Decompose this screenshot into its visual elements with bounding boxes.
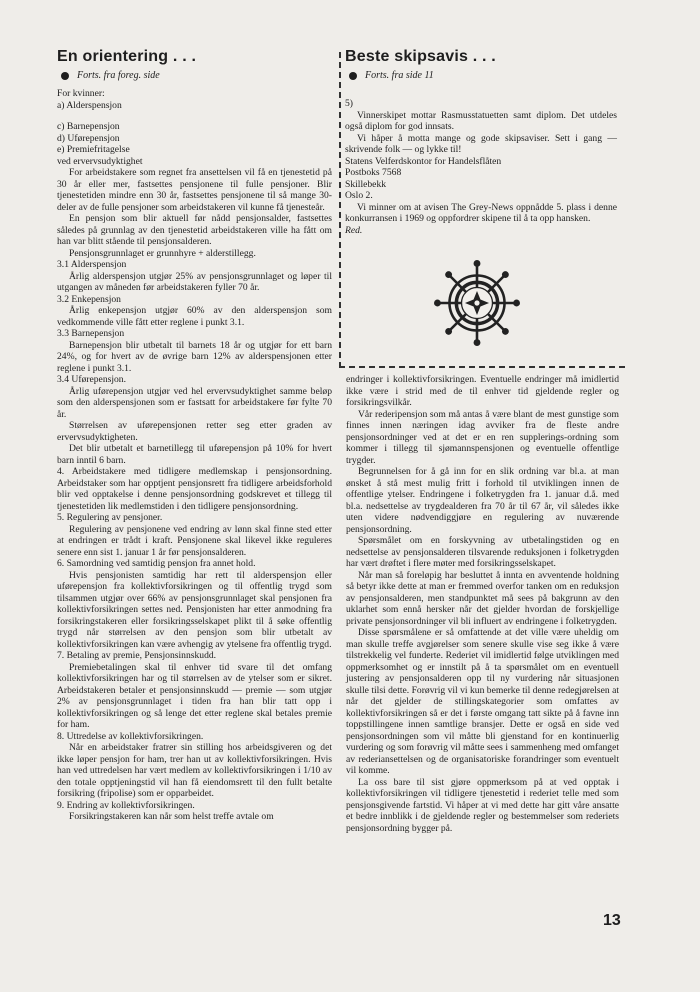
continued-note [349, 70, 617, 82]
dashed-border-vertical [339, 52, 341, 368]
paragraph: Det blir utbetalt et barnetillegg til uførepensjon på 10% for hvert barn inntil 6 barn. [57, 443, 332, 466]
bullet-dot-icon [61, 72, 69, 80]
ship-wheel-icon [434, 260, 520, 346]
paragraph: Spørsmålet om en forskyvning av utbetalingstiden og en nedsettelse av pensjonsalderen tilsvarende reduksjonen i folketrygden har vært drøftet i flere møter med forsikringsselskapet. [346, 535, 619, 569]
paragraph: 6. Samordning ved samtidig pensjon fra annet hold. [57, 558, 256, 570]
paragraph: ved ervervsudyktighet [57, 155, 143, 167]
bullet-dot-icon [349, 72, 357, 80]
left-body [57, 167, 332, 823]
continued-label: Forts. fra side 11 [365, 70, 434, 82]
editor-signature: Red. [345, 224, 363, 236]
paragraph: Årlig alderspensjon utgjør 25% av pensjonsgrunnlaget og løper til utgangen av måneden før arbeidstakeren fyller 70 år. [57, 270, 332, 294]
right-top-body [345, 98, 617, 225]
paragraph: Årlig uførepensjon utgjør ved hel ervervsudyktighet samme beløp som den alderspensjonen som er fastsatt for arbeidstakere før fylte 70 år. [57, 385, 332, 420]
women-list [57, 88, 332, 111]
paragraph: Forsikringstakeren kan når som helst treffe avtale om [69, 811, 274, 823]
paragraph: 7. Betaling av premie, Pensjonsinnskudd. [57, 650, 217, 662]
page-number: 13 [603, 912, 621, 929]
paragraph: 4. Arbeidstakere med tidligere medlemskap i pensjonsordning. Arbeidstaker som har opptjent pensjonsrett fra tidligere arbeidsforhold blir ved opptakelse i denne pensjonsordning godskrevet et tillegg til tjenestetiden lik medlemstiden i den tidligere pensjonsordning. [57, 466, 332, 512]
paragraph: La oss bare til sist gjøre oppmerksom på at ved opptak i kollektivforsikringen vil tidligere tjenestetid i rederiet telle med som pensjonsgivende fartstid. Vi håper at vi med dette har gitt våre ansatte et bedre innblikk i de gjeldende regler og bestemmelser som rederiets pensjonsordning bygger på. [346, 776, 619, 834]
right-article-box [345, 47, 617, 236]
paragraph: Oslo 2. [345, 190, 373, 202]
dashed-border-horizontal [339, 366, 625, 368]
paragraph: 8. Uttredelse av kollektivforsikringen. [57, 730, 204, 742]
paragraph: d) Uførepensjon [57, 132, 120, 144]
paragraph: 3.4 Uførepensjon. [57, 374, 127, 386]
article-title-orientering: En orientering . . . [57, 48, 197, 65]
right-bottom-body [346, 374, 619, 834]
continued-note [61, 70, 332, 82]
paragraph: Årlig enkepensjon utgjør 60% av den alderspensjon som vedkommende ville fått etter reglene i punkt 3.1. [57, 305, 332, 328]
paragraph: For kvinner: [57, 88, 105, 100]
paragraph: Statens Velferdskontor for Handelsflåten [345, 155, 502, 167]
paragraph: Når man så foreløpig har besluttet å innta en avventende holdning så betyr ikke dette at man er fremmed overfor tanken om en reduksjon av pensjonsalderen, men standpunktet må sees på bakgrunn av den uklarhet som ennå hersker når det gjelder hvordan de forskjellige private pensjonsordninger vil bli influert av endringene i folketrygden. [346, 569, 619, 627]
paragraph: Barnepensjon blir utbetalt til barnets 18 år og utgjør for ett barn 24%, og for hvert av de øvrige barn 12% av alderspensjonen etter reglene i punkt 3.1. [57, 339, 332, 374]
paragraph: endringer i kollektivforsikringen. Eventuelle endringer må imidlertid ikke være i strid med de til enhver tid gjeldende regler og forsikringsvilkår. [346, 374, 619, 408]
paragraph: Skillebekk [345, 178, 387, 190]
paragraph: Hvis pensjonisten samtidig har rett til alderspensjon eller uførepensjon fra kollektivforsikringen og til offentlig trygd som tilsammen utgjør over 66% av pensjonsgrunnlaget skal pensjonen fra kollektivforsikringen settes ned. Pensjonisten har etter anmodning fra forsikringstakeren eller forsikringsselskapet plikt til å søke offentlig trygd når størrelsen av den pensjon som blir utbetalt av kollektivforsikringen kan være avhengig av ytelsene fra offentlig trygd. [57, 569, 332, 650]
paragraph: Premiebetalingen skal til enhver tid svare til det omfang kollektivforsikringen har og til størrelsen av de ytelser som er sikret. Arbeidstakeren betaler et pensjonsinnskudd — premie — som utgjør 2% av pensjonsgrunnlaget i tiden fra han blir tatt opp i kollektivforsikringen og så lenge det etter reglene skal betales premie for ham. [57, 661, 332, 731]
paragraph: Disse spørsmålene er så omfattende at det ville være uheldig om man skulle treffe avgjørelser som senere skulle vise seg ikke å være tilstrekkelig vel funderte. Rederiet vil imidlertid følge utviklingen med oppmerksomhet og er innstilt på å ta spørsmålet om en eventuell justering av pensjonsalderen opp til ny vurdering når situasjonen skulle tilsi dette. Forøvrig vil vi kun bemerke til denne redegjørelsen at når det gjelder de stillingskategorier som omfattes av kollektivforsikringen så er det i første omgang tatt sikte på å favne inn toppstillingene innen samtlige bransjer. Dette er også en side ved pensjonsordningen som vil måtte bli gjenstand for en kontinuerlig vurdering og som forøvrig vil måtte sees i sammenheng med omfanget av rederiansettelsen og de organisatoriske forandringer som eventuelt vil komme. [346, 627, 619, 776]
paragraph: Pensjonsgrunnlaget er grunnhyre + alderstillegg. [69, 247, 256, 259]
continued-label: Forts. fra foreg. side [77, 70, 160, 82]
paragraph: 3.1 Alderspensjon [57, 259, 127, 271]
paragraph: e) Premiefritagelse [57, 144, 130, 156]
paragraph: Begrunnelsen for å gå inn for en slik ordning var bl.a. at man ønsket å stå mest mulig fritt i forhold til utviklingen innen de offentlige ytelser. Endringene i folketrygden fra 1. januar d.å. med bl.a. nedsettelse av trygdealderen fra 70 år til 67 år, vil således ikke uten videre nødvendiggjøre en regulering av nuværende pensjonsordning. [346, 466, 619, 535]
paragraph: For arbeidstakere som regnet fra ansettelsen vil få en tjenestetid på 30 år eller mer, fastsettes pensjonene til fulle pensjoner. Blir tjenestetiden mindre enn 30 år, fastsettes pensjonene til så mange 30-deler av de fulle pensjoner som arbeidstakeren vil kunne få tjenesteår. [57, 167, 332, 213]
benefit-list [57, 121, 332, 167]
left-article [57, 47, 332, 823]
paragraph: Når en arbeidstaker fratrer sin stilling hos arbeidsgiveren og det ikke løper pensjon for ham, trer han ut av kollektivforsikringen. Hvis han ved uttredelsen har vært medlem av kollektivforsikringen i 1/10 av den totale opptjeningstid vil han få eiendomsrett til den fullt betalte forsikring (fripolise) som er opparbeidet. [57, 742, 332, 800]
paragraph: 9. Endring av kollektivforsikringen. [57, 799, 195, 811]
right-bottom-column [346, 374, 619, 834]
paragraph: Vår rederipensjon som må antas å være blant de mest gunstige som finnes innen næringen idag avviker fra de fleste andre pensjonsordninger ved at det er en ren supplerings-ordning som kommer i tillegg til sjømannspensjonen og eventuelle offentlige trygder. [346, 408, 619, 466]
paragraph: 5) [345, 98, 353, 110]
paragraph: 5. Regulering av pensjoner. [57, 512, 163, 524]
paragraph: Vi minner om at avisen The Grey-News oppnådde 5. plass i denne konkurransen i 1969 og oppfordrer skipene til å ta opp hansken. [345, 201, 617, 225]
paragraph: Vi håper å motta mange og gode skipsaviser. Sett i gang — skrivende folk — og lykke til! [345, 132, 617, 156]
paragraph: 3.2 Enkepensjon [57, 293, 121, 305]
paragraph: En pensjon som blir aktuell før nådd pensjonsalder, fastsettes således på grunnlag av den tjenestetid arbeidstakeren ville ha fått om han var blitt stående til pensjonsalderen. [57, 213, 332, 248]
paragraph: c) Barnepensjon [57, 121, 120, 133]
paragraph: a) Alderspensjon [57, 99, 122, 111]
paragraph: Postboks 7568 [345, 167, 402, 179]
paragraph: Regulering av pensjonene ved endring av lønn skal finne sted etter at endringen er trådt i kraft. Pensjonene skal likevel ikke reguleres senere enn sist 1. januar 1 år før pensjonsalderen. [57, 523, 332, 558]
paragraph: Vinnerskipet mottar Rasmusstatuetten samt diplom. Det utdeles også diplom for god innsats. [345, 109, 617, 133]
paragraph: Størrelsen av uførepensjonen retter seg etter graden av ervervsudyktigheten. [57, 420, 332, 443]
article-title-skipsavis: Beste skipsavis . . . [345, 48, 496, 65]
paragraph: 3.3 Barnepensjon [57, 328, 125, 340]
